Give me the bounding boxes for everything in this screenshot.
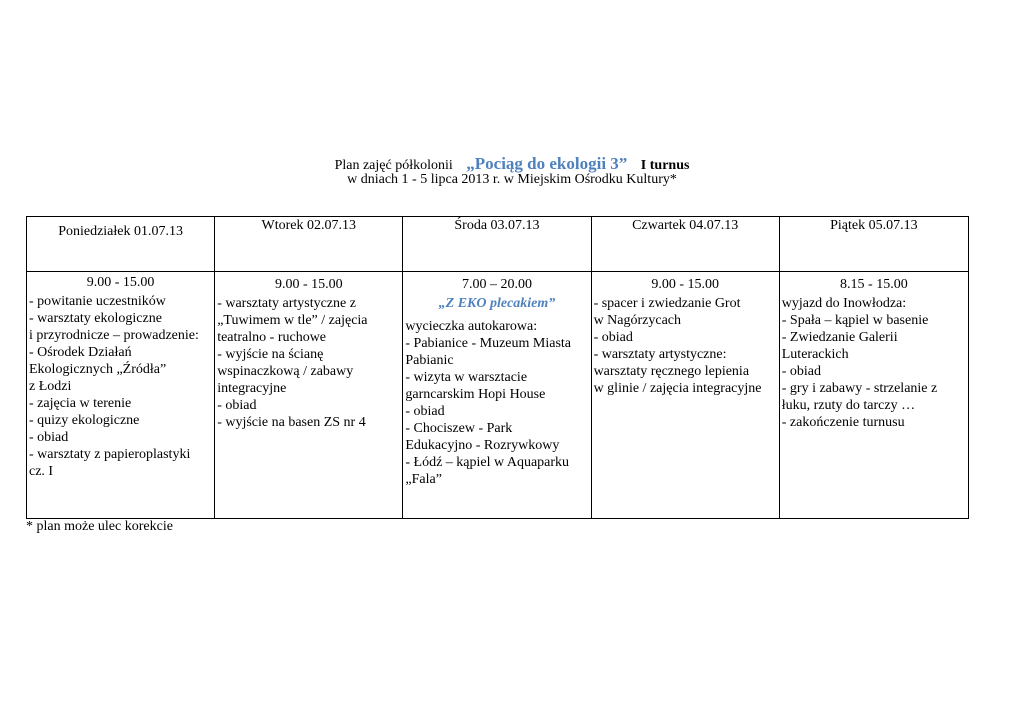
activity-line: - obiad [29, 430, 69, 445]
day-header-label: Poniedziałek 01.07.13 [58, 224, 183, 239]
day-cell-wednesday [403, 272, 591, 519]
activity-line: - zajęcia w terenie [29, 396, 132, 411]
activity-line: integracyjne [217, 381, 287, 396]
activity-line: - Ośrodek Działań [29, 345, 132, 360]
activity-line: - zakończenie turnusu [781, 415, 905, 430]
activity-line: - gry i zabawy - strzelanie z [781, 381, 938, 396]
activity-line: łuku, rzuty do tarczy … [781, 398, 916, 413]
activity-line: wycieczka autokarowa: [405, 319, 538, 334]
activity-line: - Spała – kąpiel w basenie [781, 313, 929, 328]
activity-line: - powitanie uczestników [29, 294, 166, 309]
day-header [215, 217, 403, 272]
activity-line: w glinie / zajęcia integracyjne [593, 381, 762, 396]
activity-line: teatralno - ruchowe [217, 330, 327, 345]
activity-line: Edukacyjno - Rozrywkowy [405, 438, 560, 453]
activity-line: wyjazd do Inowłodza: [781, 296, 907, 311]
activity-line: wspinaczkową / zabawy [217, 364, 354, 379]
date-line: w dniach 1 - 5 lipca 2013 r. w Miejskim Ośrodku Kultury* [347, 172, 677, 187]
day-header [779, 217, 968, 272]
time-range: 7.00 – 20.00 [461, 277, 532, 292]
activity-line: - obiad [405, 404, 445, 419]
activity-line: - warsztaty artystyczne z [217, 296, 356, 311]
activity-line: i przyrodnicze – prowadzenie: [29, 328, 199, 343]
day-header-label: Wtorek 02.07.13 [261, 218, 357, 233]
day-header-row [27, 217, 969, 272]
activity-line: „Tuwimem w tle” / zajęcia [217, 313, 368, 328]
footnote: * plan może ulec korekcie [26, 519, 173, 534]
activity-line: - quizy ekologiczne [29, 413, 140, 428]
camp-subtitle: „Pociąg do ekologii 3” [466, 154, 628, 173]
day-header [403, 217, 591, 272]
activity-line: - Zwiedzanie Galerii [781, 330, 898, 345]
activity-line: - obiad [217, 398, 257, 413]
day-header-label: Środa 03.07.13 [454, 218, 540, 233]
schedule-table [26, 216, 969, 519]
title-line [0, 154, 1024, 174]
day-header [591, 217, 779, 272]
activity-line: warsztaty ręcznego lepienia [593, 364, 750, 379]
activity-line: - spacer i zwiedzanie Grot [593, 296, 741, 311]
activity-line: - Pabianice - Muzeum Miasta [405, 336, 571, 351]
time-range: 9.00 - 15.00 [651, 277, 719, 292]
day-header-label: Piątek 05.07.13 [830, 218, 918, 233]
activity-line: Pabianic [405, 353, 454, 368]
day-activities-row [27, 272, 969, 519]
day-cell-monday [27, 272, 215, 519]
turnus-label: I turnus [640, 158, 690, 173]
activity-line: - warsztaty artystyczne: [593, 347, 727, 362]
activity-line: - Chociszew - Park [405, 421, 513, 436]
activity-line: - wyjście na ścianę [217, 347, 324, 362]
day-cell-friday [779, 272, 968, 519]
activity-line: - obiad [593, 330, 633, 345]
day-cell-tuesday [215, 272, 403, 519]
excursion-title: „Z EKO plecakiem” [438, 296, 556, 311]
day-cell-thursday [591, 272, 779, 519]
day-header [27, 217, 215, 272]
time-range: 9.00 - 15.00 [274, 277, 343, 292]
activity-line: - Łódź – kąpiel w Aquaparku [405, 455, 570, 470]
plan-label: Plan zajęć półkolonii [334, 158, 453, 173]
time-range: 8.15 - 15.00 [840, 277, 908, 292]
activity-line: Ekologicznych „Źródła” [29, 362, 167, 377]
activity-line: Luterackich [781, 347, 849, 362]
activity-line: cz. I [29, 464, 54, 479]
activity-line: w Nagórzycach [593, 313, 682, 328]
time-range: 9.00 - 15.00 [86, 275, 155, 290]
activity-line: - obiad [781, 364, 822, 379]
activity-line: z Łodzi [29, 379, 72, 394]
activity-line: - wizyta w warsztacie [405, 370, 528, 385]
activity-line: - warsztaty ekologiczne [29, 311, 162, 326]
activity-line: garncarskim Hopi House [405, 387, 546, 402]
activity-line: „Fala” [405, 472, 442, 487]
day-header-label: Czwartek 04.07.13 [632, 218, 739, 233]
activity-line: - warsztaty z papieroplastyki [29, 447, 191, 462]
activity-line: - wyjście na basen ZS nr 4 [217, 415, 366, 430]
